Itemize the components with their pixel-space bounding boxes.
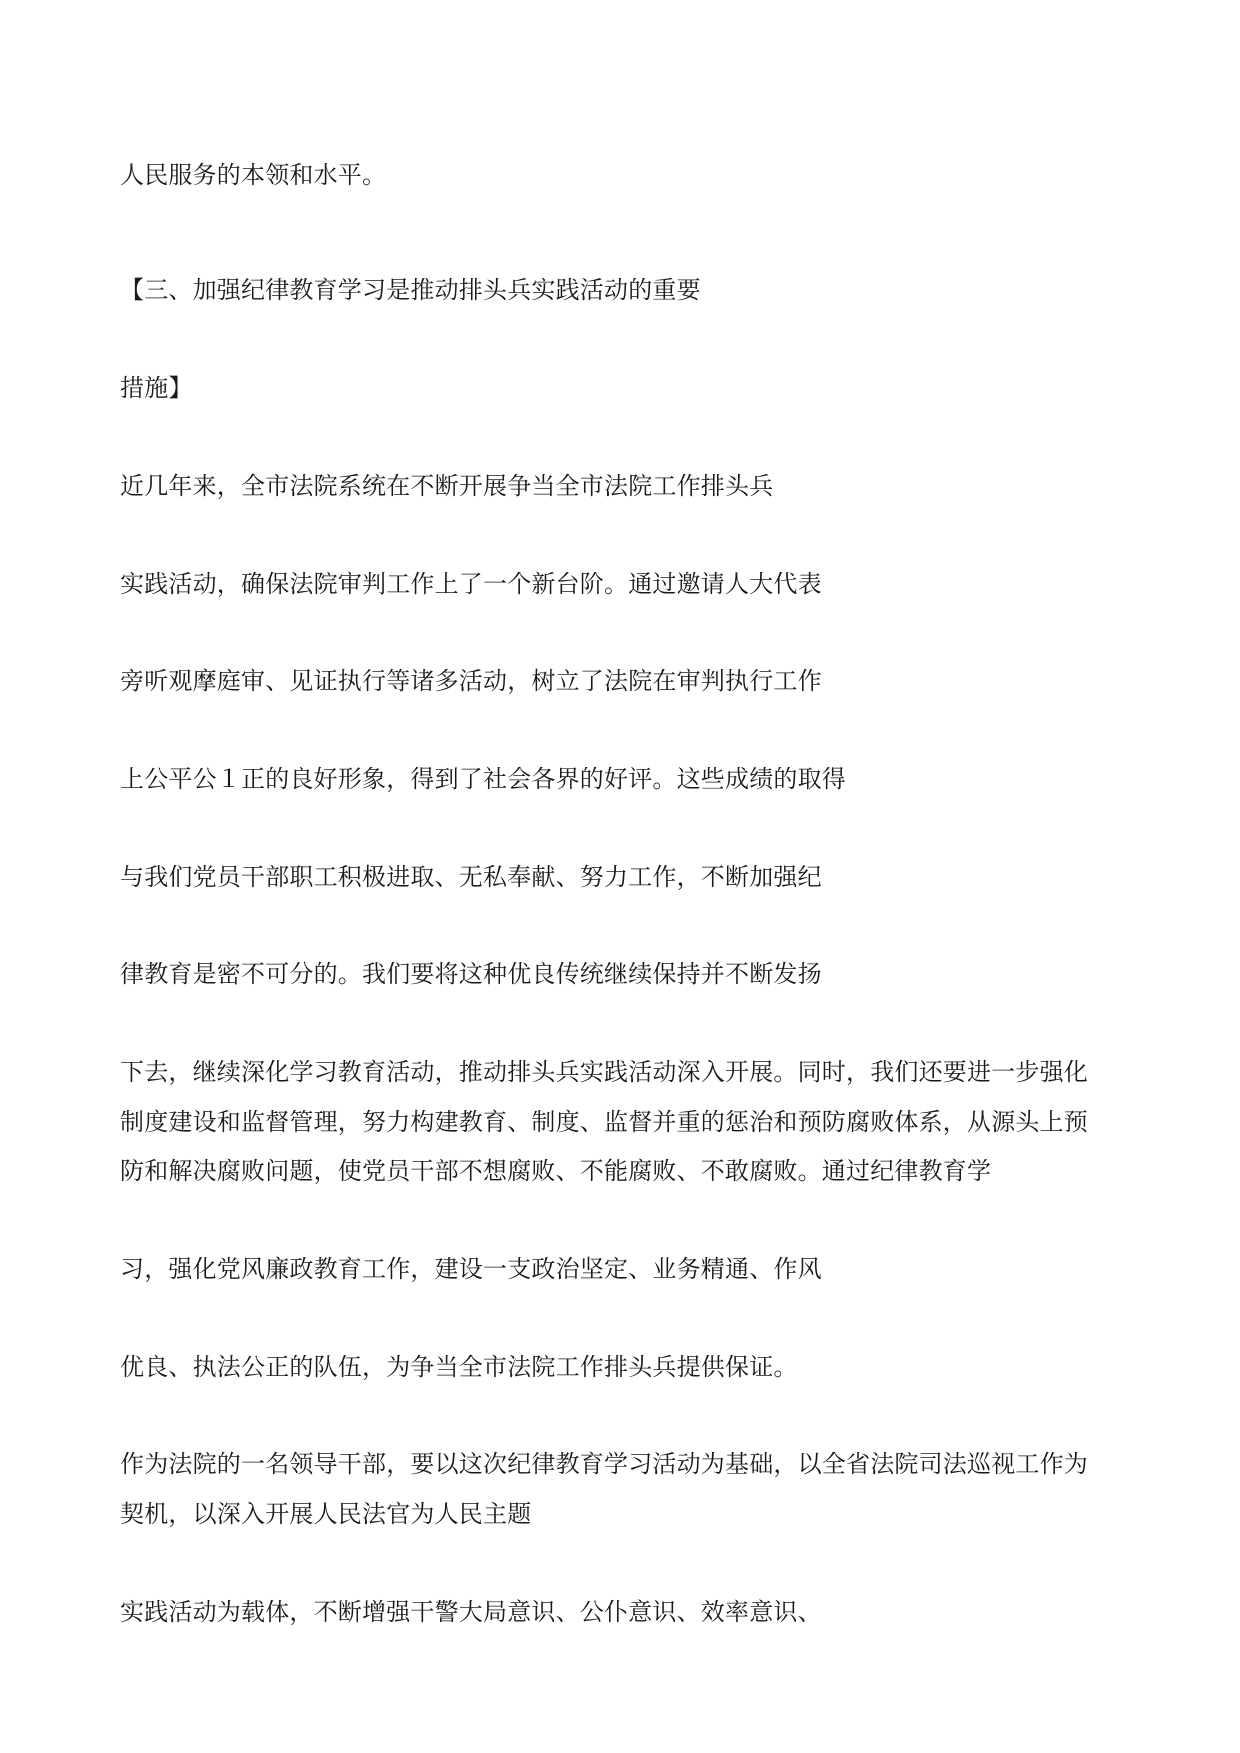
section-heading-line: 措施】 [120, 374, 193, 402]
text-line: 下去，继续深化学习教育活动，推动排头兵实践活动深入开展。同时，我们还要进一步强化 [120, 1058, 1088, 1086]
text-line: 制度建设和监督管理，努力构建教育、制度、监督并重的惩治和预防腐败体系，从源头上预 [120, 1108, 1088, 1136]
text-line: 人民服务的本领和水平。 [120, 161, 387, 189]
text-line: 上公平公１正的良好形象，得到了社会各界的好评。这些成绩的取得 [120, 765, 846, 793]
text-line: 契机，以深入开展人民法官为人民主题 [120, 1500, 532, 1528]
text-line: 作为法院的一名领导干部，要以这次纪律教育学习活动为基础，以全省法院司法巡视工作为 [120, 1450, 1088, 1478]
text-line: 与我们党员干部职工积极进取、无私奉献、努力工作，不断加强纪 [120, 863, 822, 891]
text-line: 律教育是密不可分的。我们要将这种优良传统继续保持并不断发扬 [120, 960, 822, 988]
text-line: 防和解决腐败问题，使党员干部不想腐败、不能腐败、不敢腐败。通过纪律教育学 [120, 1157, 992, 1185]
text-line: 优良、执法公正的队伍，为争当全市法院工作排头兵提供保证。 [120, 1353, 798, 1381]
text-line: 习，强化党风廉政教育工作，建设一支政治坚定、业务精通、作风 [120, 1255, 822, 1283]
section-heading-line: 【三、加强纪律教育学习是推动排头兵实践活动的重要 [120, 276, 701, 304]
text-line: 旁听观摩庭审、见证执行等诸多活动，树立了法院在审判执行工作 [120, 667, 822, 695]
text-line: 实践活动为载体，不断增强干警大局意识、公仆意识、效率意识、 [120, 1598, 822, 1626]
text-line: 近几年来，全市法院系统在不断开展争当全市法院工作排头兵 [120, 472, 774, 500]
text-line: 实践活动，确保法院审判工作上了一个新台阶。通过邀请人大代表 [120, 570, 822, 598]
